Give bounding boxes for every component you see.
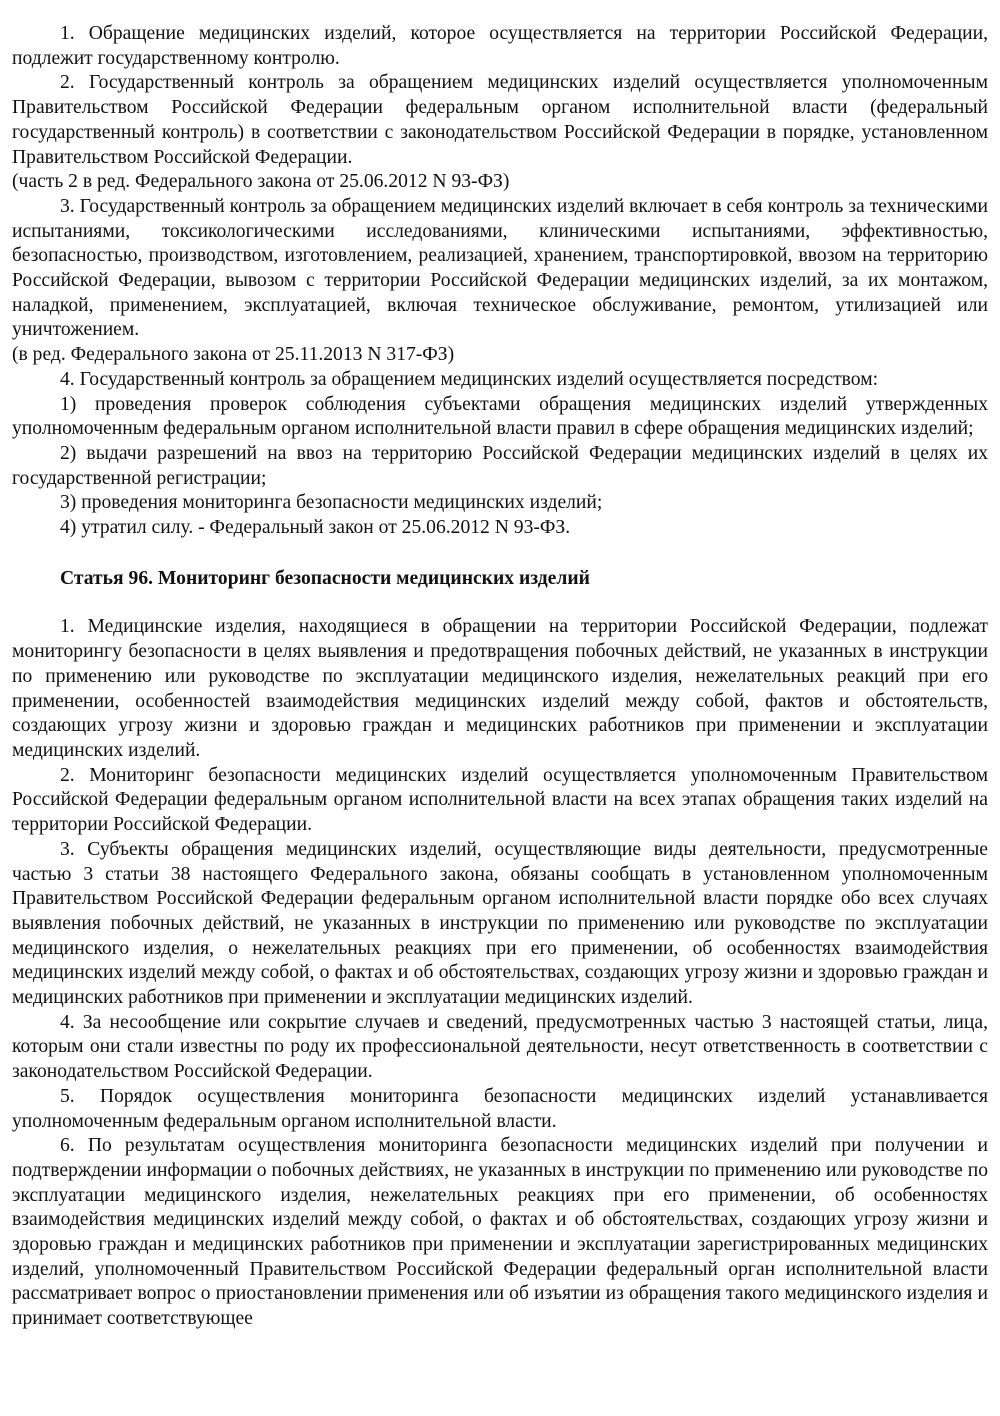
list-item-4: 4) утратил силу. - Федеральный закон от 25.06.2012 N 93-ФЗ. [60,517,571,539]
article-paragraph-3: 3. Субъекты обращения медицинских изделий, осуществляющие виды деятельности, предусмотренные частью 3 статьи 38 настоящего Федерального закона, обязаны сообщать в установленном уполномоченным Правительством Российской Федерации федеральным органом исполнительной власти порядке обо всех случаях выявления побочных действий, не указанных в инструкции по применению или руководстве по эксплуатации медицинского изделия, о нежелательных реакциях при его применении, об особенностях взаимодействия медицинских изделий между собой, о фактах и об обстоятельствах, создающих угрозу жизни и здоровью граждан и медицинских работников при применении и эксплуатации медицинских изделий. [12,838,988,1009]
list-item-2: 2) выдачи разрешений на ввоз на территорию Российской Федерации медицинских изделий в целях их государственной регистрации; [12,442,988,489]
article-paragraph-2: 2. Мониторинг безопасности медицинских изделий осуществляется уполномоченным Правительством Российской Федерации федеральным органом исполнительной власти на всех этапах обращения таких изделий на территории Российской Федерации. [12,764,988,836]
article-paragraph-4: 4. За несообщение или сокрытие случаев и сведений, предусмотренных частью 3 настоящей статьи, лица, которым они стали известны по роду их профессиональной деятельности, несут ответственность в соответствии с законодательством Российской Федерации. [12,1011,988,1083]
article-paragraph-5: 5. Порядок осуществления мониторинга безопасности медицинских изделий устанавливается уполномоченным федеральным органом исполнительной власти. [12,1085,988,1132]
article-paragraph-1: 1. Медицинские изделия, находящиеся в обращении на территории Российской Федерации, подлежат мониторингу безопасности в целях выявления и предотвращения побочных действий, не указанных в инструкции по применению или руководстве по эксплуатации медицинского изделия, нежелательных реакций при его применении, особенностей взаимодействия медицинских изделий между собой, фактов и обстоятельств, создающих угрозу жизни и здоровью граждан и медицинских работников при применении и эксплуатации медицинских изделий. [12,616,988,761]
list-item-1: 1) проведения проверок соблюдения субъектами обращения медицинских изделий утвержденных уполномоченным федеральным органом исполнительной власти правил в сфере обращения медицинских изделий; [12,393,988,440]
paragraph-3: 3. Государственный контроль за обращением медицинских изделий включает в себя контроль за техническими испытаниями, токсикологическими исследованиями, клиническими испытаниями, эффективностью, безопасностью, производством, изготовлением, реализацией, хранением, транспортировкой, ввозом на территорию Российской Федерации, вывозом с территории Российской Федерации медицинских изделий, за их монтажом, наладкой, применением, эксплуатацией, включая техническое обслуживание, ремонтом, утилизацией или уничтожением. [12,195,988,341]
amendment-note: (часть 2 в ред. Федерального закона от 25.06.2012 N 93-ФЗ) [12,171,510,193]
document-page [12,22,988,1332]
article-paragraph-6: 6. По результатам осуществления мониторинга безопасности медицинских изделий при получении и подтверждении информации о побочных действиях, не указанных в инструкции по применению или руководстве по эксплуатации медицинского изделия, нежелательных реакциях при его применении, об особенностях взаимодействия медицинских изделий между собой, о фактах и об обстоятельствах, создающих угрозу жизни и здоровью граждан и медицинских работников при применении и эксплуатации зарегистрированных медицинских изделий, уполномоченный Правительством Российской Федерации федеральный орган исполнительной власти рассматривает вопрос о приостановлении применения или об изъятии из обращения такого медицинского изделия и принимает соответствующее [12,1135,988,1330]
article-heading: Статья 96. Мониторинг безопасности медицинских изделий [60,567,590,589]
paragraph-4: 4. Государственный контроль за обращением медицинских изделий осуществляется посредством: [60,368,879,390]
paragraph-1: 1. Обращение медицинских изделий, которое осуществляется на территории Российской Федерации, подлежит государственному контролю. [12,23,988,69]
list-item-3: 3) проведения мониторинга безопасности медицинских изделий; [60,492,603,514]
paragraph-2: 2. Государственный контроль за обращением медицинских изделий осуществляется уполномоченным Правительством Российской Федерации федеральным органом исполнительной власти (федеральный государственный контроль) в соответствии с законодательством Российской Федерации в порядке, установленном Правительством Российской Федерации. [12,72,988,168]
amendment-note: (в ред. Федерального закона от 25.11.2013 N 317-ФЗ) [12,344,455,366]
